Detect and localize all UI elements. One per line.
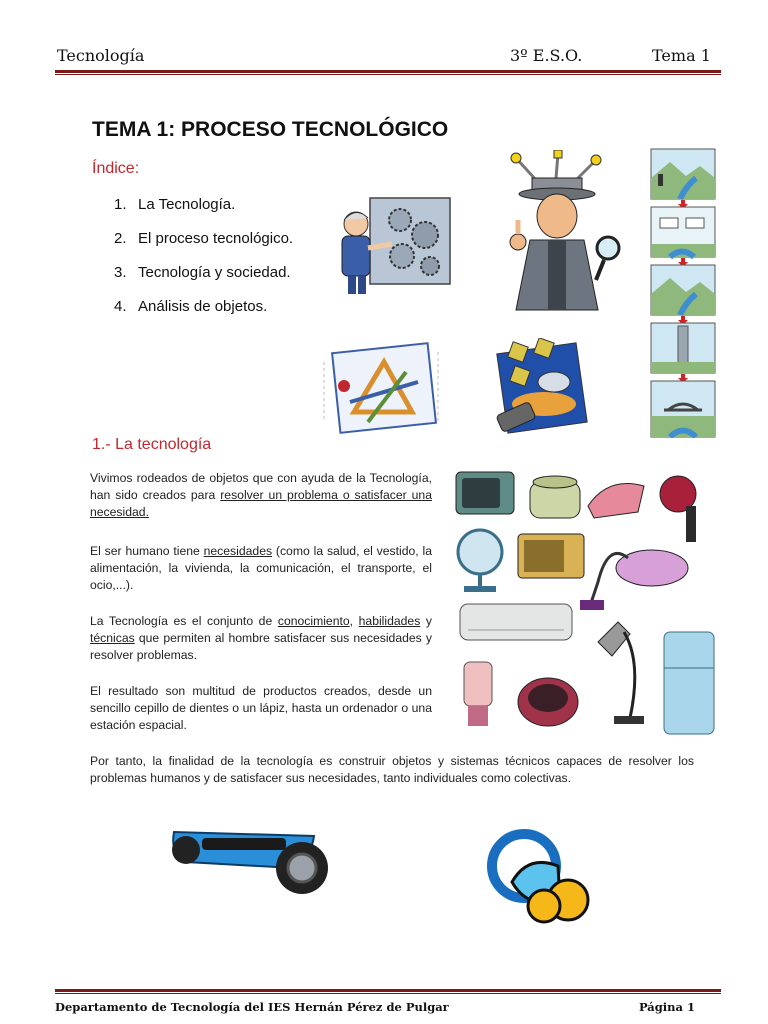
header-course: 3º E.S.O. xyxy=(510,46,583,65)
index-list xyxy=(114,196,293,332)
footer-rule-thin xyxy=(55,993,721,994)
process-steps-illustration xyxy=(650,148,718,438)
index-item: 4. Análisis de objetos. xyxy=(114,298,268,315)
inspector-illustration xyxy=(496,150,630,318)
footer-page-number: Página 1 xyxy=(638,1000,695,1014)
section-heading: 1.- La tecnología xyxy=(92,436,212,453)
satellite-illustration xyxy=(490,338,590,438)
paragraph-3: La Tecnología es el conjunto de conocimiento, habilidades y técnicas que permiten al hombre satisfacer sus necesidades y resolver problemas. xyxy=(90,614,432,662)
pacifier-illustration xyxy=(484,826,596,928)
hoverboard-illustration xyxy=(162,824,330,900)
header-unit: Tema 1 xyxy=(652,46,711,65)
page-footer xyxy=(55,1000,721,1014)
index-heading: Índice: xyxy=(92,160,140,177)
page-header xyxy=(55,44,721,70)
index-item: 1. La Tecnología. xyxy=(114,196,236,213)
index-item: 2. El proceso tecnológico. xyxy=(114,230,294,247)
header-rule-thin xyxy=(55,74,721,75)
drafting-tools-illustration xyxy=(314,342,448,434)
index-item: 3. Tecnología y sociedad. xyxy=(114,264,291,281)
page-title: TEMA 1: PROCESO TECNOLÓGICO xyxy=(92,118,449,141)
header-rule xyxy=(55,70,721,73)
footer-rule xyxy=(55,989,721,992)
footer-department: Departamento de Tecnología del IES Hernán Pérez de Pulgar xyxy=(55,1000,449,1014)
header-subject: Tecnología xyxy=(57,46,145,65)
appliances-illustration xyxy=(448,462,722,740)
paragraph-5: Por tanto, la finalidad de la tecnología es construir objetos y sistemas técnicos capaces de resolver los problemas humanos y de satisfacer sus necesidades, tanto individuales como colectivas. xyxy=(90,754,694,785)
engineer-gears-illustration xyxy=(330,190,462,298)
paragraph-2: El ser humano tiene necesidades (como la salud, el vestido, la alimentación, la vivienda, la comunicación, el transporte, el ocio,...). xyxy=(90,544,432,592)
paragraph-4: El resultado son multitud de productos creados, desde un sencillo cepillo de dientes o un lápiz, hasta un ordenador o una estación espacial. xyxy=(90,684,432,732)
paragraph-1: Vivimos rodeados de objetos que con ayuda de la Tecnología, han sido creados para resolver un problema o satisfacer una necesidad. xyxy=(90,471,432,519)
